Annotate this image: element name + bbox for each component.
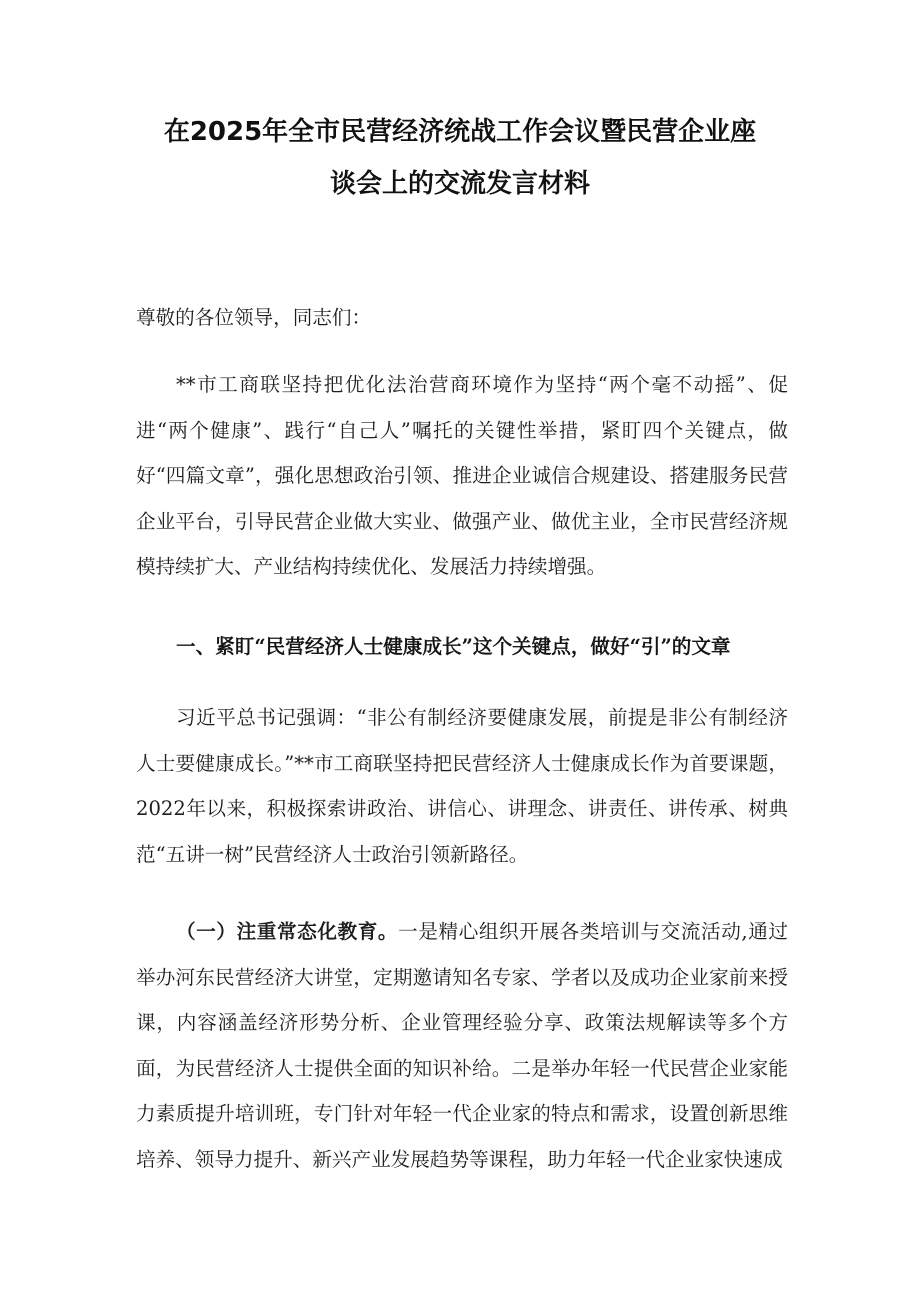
intro-paragraph: **市工商联坚持把优化法治营商环境作为坚持“两个毫不动摇”、促进“两个健康”、践行“自己人”嘱托的关键性举措，紧盯四个关键点，做好“四篇文章”，强化思想政治引领、推进企业诚信合规建设、搭建服务民营企业平台，引导民营企业做大实业、做强产业、做优主业，全市民营经济规模持续扩大、产业结构持续优化、发展活力持续增强。 [136, 373, 788, 578]
subsection-1-lead: （一）注重常态化教育。 [176, 920, 399, 943]
document-title-line-2: 谈会上的交流发言材料 [329, 169, 590, 199]
subsection-1-text: 一是精心组织开展各类培训与交流活动,通过举办河东民营经济大讲堂，定期邀请知名专家、学者以及成功企业家前来授课，内容涵盖经济形势分析、企业管理经验分享、政策法规解读等多个方面，为民营经济人士提供全面的知识补给。二是举办年轻一代民营企业家能力素质提升培训班，专门针对年轻一代企业家的特点和需求，设置创新思维培养、领导力提升、新兴产业发展趋势等课程，助力年轻一代企业家快速成 [136, 920, 789, 1171]
salutation: 尊敬的各位领导，同志们： [136, 306, 372, 329]
subsection-1-paragraph [136, 909, 788, 1182]
section-1-paragraph: 习近平总书记强调：“非公有制经济要健康发展，前提是非公有制经济人士要健康成长。”**市工商联坚持把民营经济人士健康成长作为首要课题，2022年以来，积极探索讲政治、讲信心、讲理念、讲责任、讲传承、树典范“五讲一树”民营经济人士政治引领新路径。 [136, 706, 788, 866]
section-1-heading: 一、紧盯“民营经济人士健康成长”这个关键点，做好“引”的文章 [176, 635, 731, 658]
document-title-line-1: 在2025年全市民营经济统战工作会议暨民营企业座 [163, 117, 757, 147]
